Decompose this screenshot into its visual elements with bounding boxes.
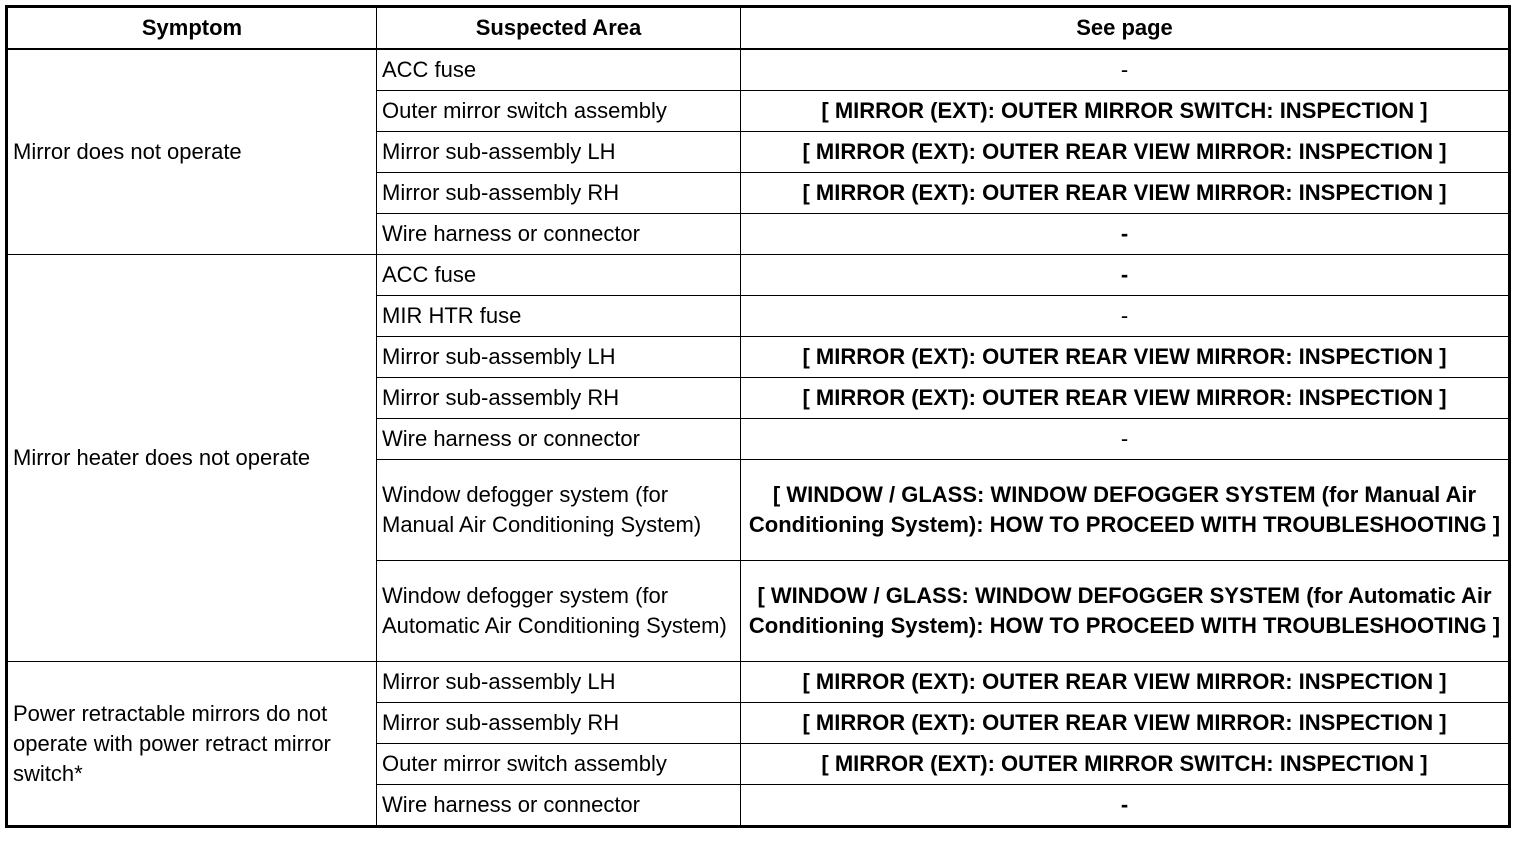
header-see-page: See page — [741, 7, 1510, 50]
see-page-link[interactable]: [ WINDOW / GLASS: WINDOW DEFOGGER SYSTEM (for Manual Air Conditioning System): HOW TO PROCEED WITH TROUBLESHOOTING ] — [741, 460, 1510, 561]
see-page-link[interactable]: [ MIRROR (EXT): OUTER REAR VIEW MIRROR: INSPECTION ] — [741, 173, 1510, 214]
see-page-link[interactable]: [ MIRROR (EXT): OUTER REAR VIEW MIRROR: INSPECTION ] — [741, 703, 1510, 744]
symptom-cell: Power retractable mirrors do not operate with power retract mirror switch* — [7, 662, 377, 827]
suspected-area-cell: Window defogger system (for Manual Air Conditioning System) — [377, 460, 741, 561]
suspected-area-cell: Outer mirror switch assembly — [377, 91, 741, 132]
suspected-area-cell: Mirror sub-assembly LH — [377, 132, 741, 173]
suspected-area-cell: ACC fuse — [377, 49, 741, 91]
header-suspected-area: Suspected Area — [377, 7, 741, 50]
see-page-link[interactable]: [ MIRROR (EXT): OUTER REAR VIEW MIRROR: INSPECTION ] — [741, 378, 1510, 419]
troubleshooting-table — [5, 5, 1511, 828]
table-row — [7, 49, 1510, 91]
see-page-link[interactable]: [ MIRROR (EXT): OUTER REAR VIEW MIRROR: INSPECTION ] — [741, 337, 1510, 378]
see-page-link[interactable]: [ MIRROR (EXT): OUTER MIRROR SWITCH: INSPECTION ] — [741, 91, 1510, 132]
see-page-link[interactable]: [ WINDOW / GLASS: WINDOW DEFOGGER SYSTEM (for Automatic Air Conditioning System): HOW TO PROCEED WITH TROUBLESHOOTING ] — [741, 561, 1510, 662]
suspected-area-cell: MIR HTR fuse — [377, 296, 741, 337]
suspected-area-cell: Outer mirror switch assembly — [377, 744, 741, 785]
suspected-area-cell: Window defogger system (for Automatic Air Conditioning System) — [377, 561, 741, 662]
header-symptom: Symptom — [7, 7, 377, 50]
see-page-cell: - — [741, 49, 1510, 91]
see-page-cell: - — [741, 255, 1510, 296]
see-page-cell: - — [741, 419, 1510, 460]
symptom-cell: Mirror heater does not operate — [7, 255, 377, 662]
header-row — [7, 7, 1510, 50]
suspected-area-cell: Wire harness or connector — [377, 785, 741, 827]
suspected-area-cell: ACC fuse — [377, 255, 741, 296]
suspected-area-cell: Mirror sub-assembly LH — [377, 662, 741, 703]
see-page-link[interactable]: [ MIRROR (EXT): OUTER MIRROR SWITCH: INSPECTION ] — [741, 744, 1510, 785]
table-row — [7, 662, 1510, 703]
see-page-cell: - — [741, 785, 1510, 827]
suspected-area-cell: Wire harness or connector — [377, 419, 741, 460]
see-page-cell: - — [741, 214, 1510, 255]
suspected-area-cell: Mirror sub-assembly LH — [377, 337, 741, 378]
table-row — [7, 255, 1510, 296]
see-page-cell: - — [741, 296, 1510, 337]
see-page-link[interactable]: [ MIRROR (EXT): OUTER REAR VIEW MIRROR: INSPECTION ] — [741, 662, 1510, 703]
symptom-cell: Mirror does not operate — [7, 49, 377, 255]
suspected-area-cell: Mirror sub-assembly RH — [377, 378, 741, 419]
suspected-area-cell: Mirror sub-assembly RH — [377, 173, 741, 214]
suspected-area-cell: Wire harness or connector — [377, 214, 741, 255]
suspected-area-cell: Mirror sub-assembly RH — [377, 703, 741, 744]
see-page-link[interactable]: [ MIRROR (EXT): OUTER REAR VIEW MIRROR: INSPECTION ] — [741, 132, 1510, 173]
